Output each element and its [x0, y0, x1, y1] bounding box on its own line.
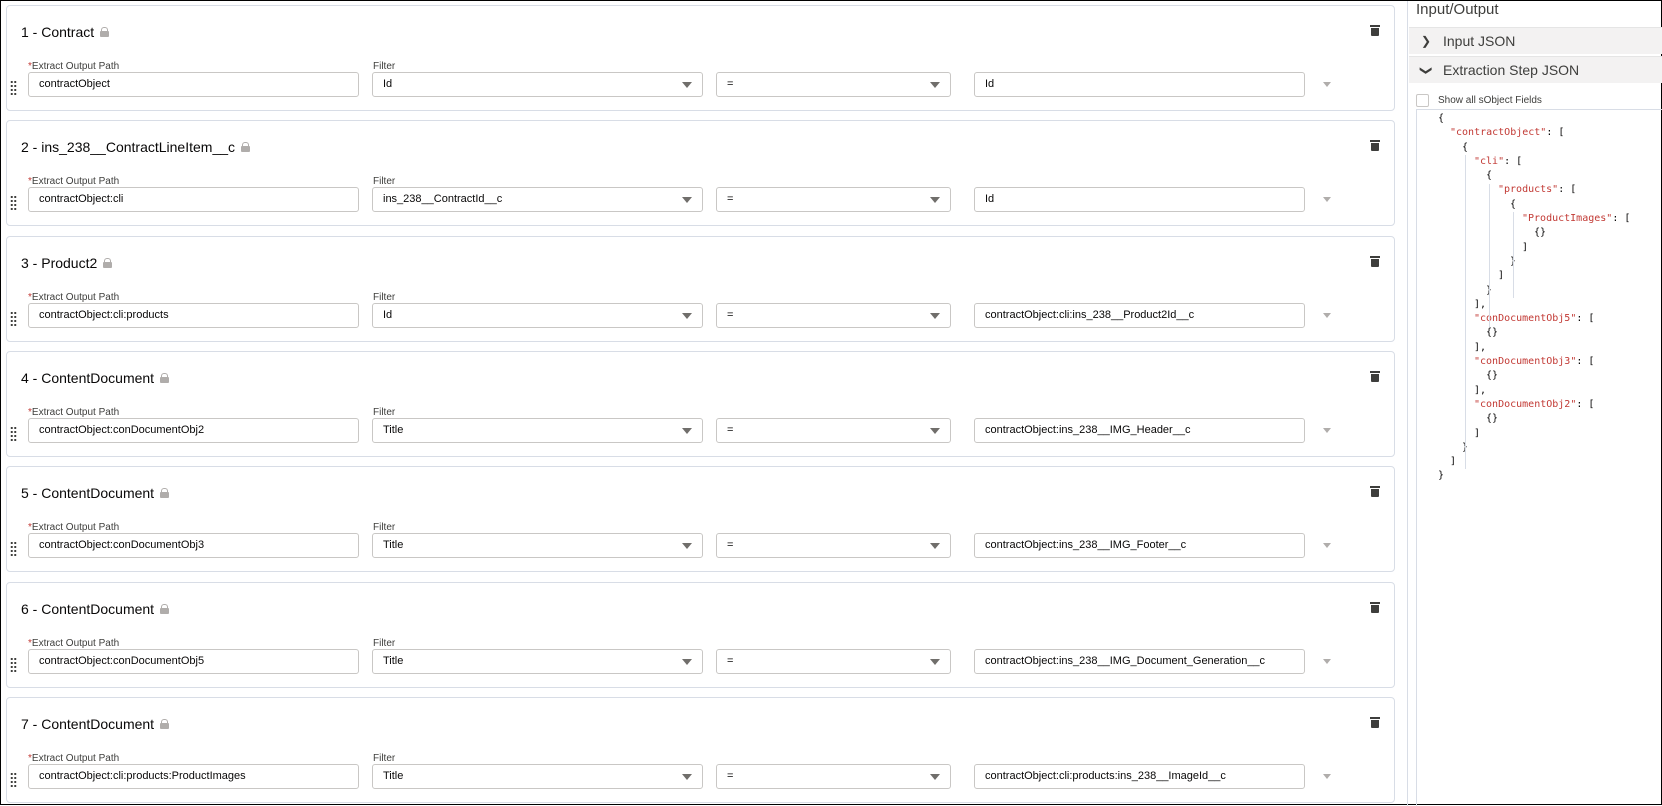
filter-label: Filter — [373, 522, 396, 534]
extract-output-path-label — [28, 638, 119, 649]
lock-icon — [160, 604, 169, 614]
json-line — [1417, 398, 1662, 412]
json-text: {} — [1486, 370, 1499, 382]
operator-value: = — [727, 308, 734, 321]
filter-field-value: Title — [383, 654, 404, 667]
filter-field-select[interactable] — [372, 764, 703, 789]
filter-field-select[interactable] — [372, 533, 703, 558]
more-options-chevron-icon[interactable] — [1323, 313, 1331, 318]
dropdown-caret-icon — [930, 313, 940, 319]
lock-icon — [160, 719, 169, 729]
extraction-step-card — [6, 236, 1395, 342]
extract-output-path-input[interactable]: contractObject:conDocumentObj3 — [28, 533, 359, 558]
required-marker: * — [28, 291, 32, 303]
filter-label: Filter — [373, 176, 396, 188]
json-text: : [ — [1576, 313, 1595, 325]
required-marker: * — [28, 61, 32, 72]
label-text: Extract Output Path — [31, 291, 120, 303]
json-text: {} — [1534, 227, 1547, 239]
dropdown-caret-icon — [930, 659, 940, 665]
delete-step-button[interactable] — [1370, 486, 1380, 497]
json-text: ] — [1474, 427, 1481, 439]
label-text: Extract Output Path — [31, 752, 120, 764]
json-text: { — [1438, 113, 1445, 124]
extraction-step-json-label: Extraction Step JSON — [1443, 62, 1580, 78]
drag-handle-icon[interactable] — [10, 657, 17, 673]
json-line — [1417, 284, 1662, 298]
json-line — [1417, 198, 1662, 212]
json-line — [1417, 241, 1662, 255]
lock-icon — [160, 488, 169, 498]
dropdown-caret-icon — [930, 774, 940, 780]
json-text: } — [1438, 470, 1445, 482]
required-marker: * — [28, 637, 32, 649]
extraction-step-json-accordion[interactable] — [1409, 56, 1662, 83]
json-line — [1417, 155, 1662, 169]
json-line — [1417, 326, 1662, 340]
extraction-step-card — [6, 351, 1395, 457]
drag-handle-icon[interactable] — [10, 195, 17, 211]
step-title-text: 2 - ins_238__ContractLineItem__c — [21, 139, 236, 156]
json-line — [1417, 427, 1662, 441]
dropdown-caret-icon — [682, 82, 692, 88]
filter-field-value: Title — [383, 769, 404, 782]
json-key: "contractObject" — [1450, 127, 1547, 139]
filter-label: Filter — [373, 752, 396, 764]
extract-output-path-input[interactable]: contractObject — [28, 72, 359, 97]
json-key: "conDocumentObj5" — [1474, 313, 1577, 325]
delete-step-button[interactable] — [1370, 602, 1380, 613]
more-options-chevron-icon[interactable] — [1323, 197, 1331, 202]
drag-handle-icon[interactable] — [10, 541, 17, 557]
filter-value-input[interactable]: contractObject:ins_238__IMG_Header__c — [974, 418, 1305, 443]
required-marker: * — [28, 522, 32, 534]
filter-label: Filter — [373, 406, 396, 418]
extract-output-path-input[interactable]: contractObject:cli:products:ProductImages — [28, 764, 359, 789]
json-line — [1417, 255, 1662, 269]
json-line — [1417, 384, 1662, 398]
filter-field-select[interactable] — [372, 303, 703, 328]
filter-field-select[interactable] — [372, 418, 703, 443]
more-options-chevron-icon[interactable] — [1323, 428, 1331, 433]
json-line — [1417, 141, 1662, 155]
json-line — [1417, 298, 1662, 312]
step-title-text: 3 - Product2 — [21, 254, 98, 271]
step-title-text: 4 - ContentDocument — [21, 369, 155, 386]
dropdown-caret-icon — [682, 543, 692, 549]
json-line — [1417, 412, 1662, 426]
step-title — [21, 485, 169, 501]
extraction-step-card — [6, 697, 1395, 803]
operator-select[interactable] — [716, 649, 951, 674]
dropdown-caret-icon — [682, 428, 692, 434]
step-title — [21, 255, 112, 271]
json-text: : [ — [1504, 155, 1523, 167]
extraction-steps-list — [1, 1, 1401, 806]
json-line — [1417, 226, 1662, 240]
chevron-right-icon: ❯ — [1421, 34, 1432, 48]
json-viewer[interactable] — [1416, 109, 1662, 806]
operator-select[interactable] — [716, 187, 951, 212]
filter-field-value: Title — [383, 423, 404, 436]
label-text: Extract Output Path — [31, 176, 120, 188]
more-options-chevron-icon[interactable] — [1323, 659, 1331, 664]
step-title-text: 1 - Contract — [21, 24, 95, 40]
lock-icon — [160, 373, 169, 383]
required-marker: * — [28, 176, 32, 188]
json-line — [1417, 212, 1662, 226]
json-key: "conDocumentObj2" — [1474, 398, 1577, 410]
extraction-step-card — [6, 120, 1395, 226]
filter-field-value: Id — [383, 78, 393, 90]
filter-label: Filter — [373, 291, 396, 303]
extraction-step-card — [6, 5, 1395, 111]
json-text: ], — [1474, 298, 1487, 310]
json-text: ], — [1474, 341, 1487, 353]
filter-value-input[interactable]: contractObject:cli:products:ins_238__ImageId__c — [974, 764, 1305, 789]
operator-select[interactable] — [716, 764, 951, 789]
json-line — [1417, 269, 1662, 283]
json-line — [1417, 341, 1662, 355]
step-title — [21, 716, 169, 732]
json-text: ] — [1522, 241, 1529, 253]
json-line — [1417, 441, 1662, 455]
label-text: Extract Output Path — [31, 637, 120, 649]
filter-value-input[interactable]: contractObject:ins_238__IMG_Document_Generation__c — [974, 649, 1305, 674]
filter-value-input[interactable]: contractObject:cli:ins_238__Product2Id__c — [974, 303, 1305, 328]
extract-output-path-label — [28, 292, 119, 303]
indent-guide — [1513, 212, 1514, 298]
label-text: Extract Output Path — [31, 406, 120, 418]
json-line — [1417, 169, 1662, 183]
filter-field-select[interactable] — [372, 187, 703, 212]
operator-select[interactable] — [716, 418, 951, 443]
operator-value: = — [727, 539, 734, 552]
filter-field-select[interactable] — [372, 649, 703, 674]
dropdown-caret-icon — [682, 313, 692, 319]
operator-value: = — [727, 769, 734, 782]
lock-icon — [100, 27, 109, 37]
json-text: } — [1486, 284, 1493, 296]
indent-guide — [1465, 155, 1466, 470]
json-text: { — [1462, 141, 1469, 153]
json-key: "conDocumentObj3" — [1474, 356, 1577, 368]
extract-output-path-input[interactable]: contractObject:cli:products — [28, 303, 359, 328]
json-text: } — [1462, 441, 1469, 453]
more-options-chevron-icon[interactable] — [1323, 543, 1331, 548]
chevron-down-icon: ❯ — [1419, 65, 1434, 76]
json-line — [1417, 355, 1662, 369]
step-title — [21, 370, 169, 386]
step-title — [21, 601, 169, 617]
extract-output-path-input[interactable]: contractObject:cli — [28, 187, 359, 212]
filter-value-input[interactable]: Id — [974, 72, 1305, 97]
input-json-label: Input JSON — [1443, 33, 1516, 49]
input-output-panel — [1407, 1, 1662, 806]
json-key: "products" — [1498, 184, 1559, 196]
filter-field-value: Id — [383, 308, 393, 321]
operator-select[interactable] — [716, 72, 951, 97]
label-text: Extract Output Path — [31, 61, 120, 72]
show-all-fields-row — [1416, 94, 1542, 107]
json-text: ], — [1474, 384, 1487, 396]
dropdown-caret-icon — [930, 197, 940, 203]
dropdown-caret-icon — [930, 82, 940, 88]
panel-title: Input/Output — [1416, 1, 1499, 18]
delete-step-button[interactable] — [1370, 25, 1380, 36]
extract-output-path-label — [28, 407, 119, 418]
filter-value-input[interactable]: Id — [974, 187, 1305, 212]
json-text: {} — [1486, 413, 1499, 425]
extract-output-path-label — [28, 176, 119, 187]
drag-handle-icon[interactable] — [10, 426, 17, 442]
show-all-fields-label: Show all sObject Fields — [1438, 95, 1542, 106]
required-marker: * — [28, 406, 32, 418]
json-line — [1417, 455, 1662, 469]
dropdown-caret-icon — [682, 197, 692, 203]
json-text: { — [1486, 170, 1493, 182]
json-line — [1417, 312, 1662, 326]
operator-value: = — [727, 78, 734, 90]
more-options-chevron-icon[interactable] — [1323, 82, 1331, 87]
extract-output-path-label — [28, 61, 119, 72]
lock-icon — [103, 258, 112, 268]
filter-field-value: Title — [383, 539, 404, 552]
json-text: : [ — [1612, 213, 1631, 225]
drag-handle-icon[interactable] — [10, 772, 17, 788]
filter-field-select[interactable] — [372, 72, 703, 97]
json-line — [1417, 126, 1662, 140]
json-text: {} — [1486, 327, 1499, 339]
label-text: Extract Output Path — [31, 522, 120, 534]
operator-value: = — [727, 193, 734, 206]
drag-handle-icon[interactable] — [10, 80, 17, 96]
step-title — [21, 24, 109, 40]
step-title-text: 6 - ContentDocument — [21, 600, 155, 617]
json-text: : [ — [1558, 184, 1577, 196]
indent-guide — [1489, 184, 1490, 327]
delete-step-button[interactable] — [1370, 371, 1380, 382]
extract-output-path-input[interactable]: contractObject:conDocumentObj2 — [28, 418, 359, 443]
extraction-step-card — [6, 582, 1395, 688]
filter-value-input[interactable]: contractObject:ins_238__IMG_Footer__c — [974, 533, 1305, 558]
extraction-step-card — [6, 466, 1395, 572]
json-text: : [ — [1576, 398, 1595, 410]
operator-value: = — [727, 654, 734, 667]
json-key: "cli" — [1474, 155, 1505, 167]
step-title-text: 5 - ContentDocument — [21, 485, 155, 502]
more-options-chevron-icon[interactable] — [1323, 774, 1331, 779]
filter-field-value: ins_238__ContractId__c — [383, 193, 503, 206]
json-line — [1417, 369, 1662, 383]
json-text: ] — [1498, 270, 1505, 282]
json-text: ] — [1450, 456, 1457, 468]
json-text: : [ — [1546, 127, 1565, 139]
step-title — [21, 139, 250, 155]
required-marker: * — [28, 752, 32, 764]
json-text: : [ — [1576, 356, 1595, 368]
input-json-accordion[interactable] — [1409, 27, 1662, 54]
extract-output-path-input[interactable]: contractObject:conDocumentObj5 — [28, 649, 359, 674]
json-line — [1417, 183, 1662, 197]
dropdown-caret-icon — [682, 659, 692, 665]
dropdown-caret-icon — [930, 428, 940, 434]
filter-label: Filter — [373, 61, 396, 72]
operator-value: = — [727, 423, 734, 436]
delete-step-button[interactable] — [1370, 140, 1380, 151]
drag-handle-icon[interactable] — [10, 311, 17, 327]
lock-icon — [241, 142, 250, 152]
delete-step-button[interactable] — [1370, 717, 1380, 728]
operator-select[interactable] — [716, 303, 951, 328]
json-text: { — [1510, 198, 1517, 210]
json-line — [1417, 469, 1662, 483]
dropdown-caret-icon — [682, 774, 692, 780]
extract-output-path-label — [28, 753, 119, 764]
step-title-text: 7 - ContentDocument — [21, 715, 155, 732]
json-line — [1417, 112, 1662, 126]
operator-select[interactable] — [716, 533, 951, 558]
extract-output-path-label — [28, 522, 119, 533]
json-text: } — [1510, 255, 1517, 267]
delete-step-button[interactable] — [1370, 256, 1380, 267]
show-all-fields-checkbox[interactable] — [1416, 94, 1429, 107]
dropdown-caret-icon — [930, 543, 940, 549]
json-key: "ProductImages" — [1522, 213, 1613, 225]
filter-label: Filter — [373, 637, 396, 649]
